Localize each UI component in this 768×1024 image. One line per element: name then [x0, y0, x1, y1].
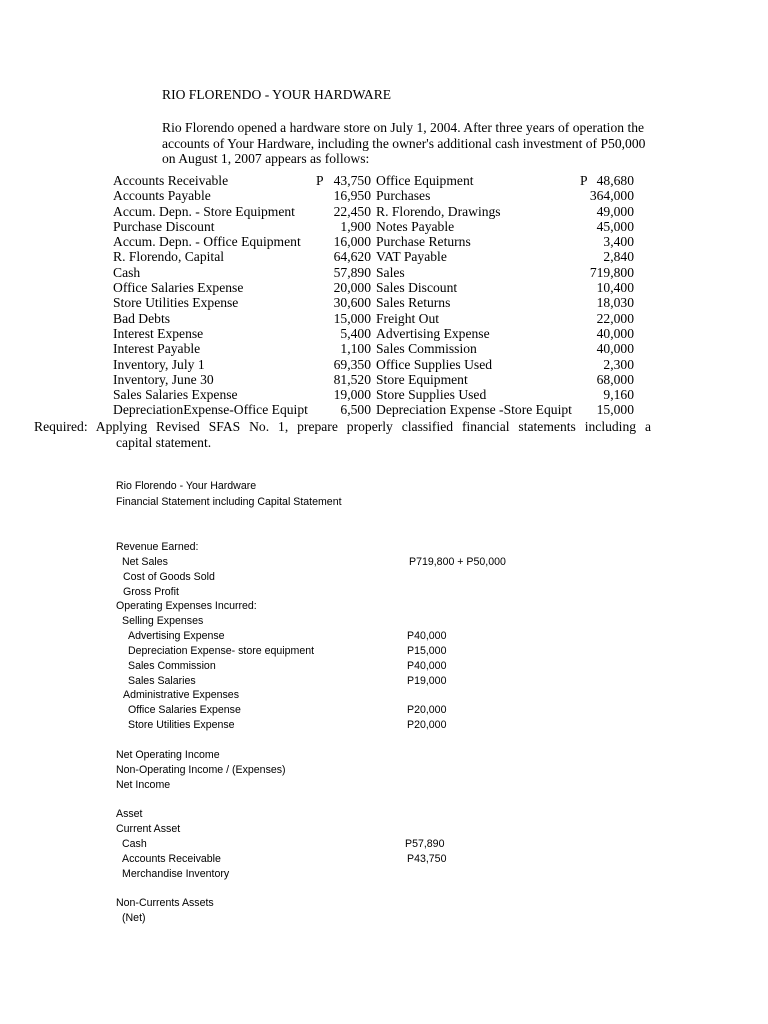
ledger-right-amount: 15,000: [596, 402, 634, 418]
ledger-left-amount: 69,350: [333, 356, 371, 372]
ledger-left-account: Office Salaries Expense: [113, 280, 244, 296]
worksheet-row-label: Office Salaries Expense: [128, 704, 241, 717]
ledger-right-account: Sales Commission: [376, 341, 477, 357]
worksheet-title: Rio Florendo - Your Hardware: [116, 480, 257, 492]
ledger-right-account: Office Supplies Used: [376, 356, 493, 372]
ledger-left-account: Accounts Payable: [113, 188, 211, 204]
ledger-left-amount: 16,950: [333, 188, 371, 204]
ledger-right-amount: 45,000: [596, 218, 634, 234]
ledger-right-account: Sales Returns: [376, 295, 451, 311]
ledger-row: [0, 357, 768, 372]
ledger-right-account: Depreciation Expense -Store Equipt: [376, 402, 572, 418]
worksheet-row-label: Administrative Expenses: [123, 689, 239, 702]
ledger-left-amount: 22,450: [333, 203, 371, 219]
ledger-left-amount: 15,000: [333, 310, 371, 326]
worksheet-row: [0, 555, 768, 570]
ledger-row: [0, 372, 768, 387]
ledger-right-amount: 9,160: [603, 387, 634, 403]
ledger-row: [0, 280, 768, 295]
ledger-left-amount: 20,000: [333, 280, 371, 296]
ledger-left-amount: 57,890: [333, 264, 371, 280]
ledger-left-account: Store Utilities Expense: [113, 295, 239, 311]
ledger-right-amount: 18,030: [596, 295, 634, 311]
ledger-left-account: Accum. Depn. - Store Equipment: [113, 203, 295, 219]
worksheet-row: [0, 718, 768, 733]
worksheet-row: [0, 688, 768, 703]
ledger-right-amount: 40,000: [596, 341, 634, 357]
worksheet-body: [0, 540, 768, 926]
worksheet-row-label: Depreciation Expense- store equipment: [128, 644, 315, 657]
ledger-right-account: Store Equipment: [376, 371, 468, 387]
ledger-left-account: Interest Payable: [113, 341, 201, 357]
worksheet-row-label: Net Income: [116, 778, 171, 791]
ledger-left-amount: 1,100: [340, 341, 371, 357]
worksheet-row-label: Net Sales: [122, 555, 168, 568]
ledger-right-account: Advertising Expense: [376, 325, 490, 341]
ledger-right-amount: 2,300: [603, 356, 634, 372]
required-instructions: [34, 419, 651, 450]
worksheet-row-label: Accounts Receivable: [122, 852, 221, 865]
ledger-right-amount: 364,000: [589, 188, 634, 204]
ledger-right-account: VAT Payable: [376, 249, 447, 265]
worksheet-row: [0, 911, 768, 926]
ledger-right-account: Sales Discount: [376, 280, 458, 296]
ledger-left-account: R. Florendo, Capital: [113, 249, 225, 265]
worksheet-row: [0, 792, 768, 807]
worksheet-row: [0, 763, 768, 778]
worksheet-row-value: P20,000: [407, 704, 447, 717]
worksheet-row-label: Cost of Goods Sold: [123, 570, 215, 583]
worksheet-row-label: Cash: [122, 837, 147, 850]
ledger-left-amount: 19,000: [333, 387, 371, 403]
worksheet-row: [0, 674, 768, 689]
ledger-row: [0, 295, 768, 310]
ledger-right-account: Purchase Returns: [376, 234, 471, 250]
ledger-left-account: Bad Debts: [113, 310, 171, 326]
ledger-left-amount: 30,600: [333, 295, 371, 311]
problem-intro: Rio Florendo opened a hardware store on July 1, 2004. After three years of operation the accounts of Your Hardware, including the owner's additional cash investment of P50,000 on August 1, 2007 appears as follows:: [162, 120, 646, 166]
worksheet-row-value: P719,800 + P50,000: [409, 555, 506, 568]
ledger-row: [0, 188, 768, 203]
worksheet-row-label: Selling Expenses: [122, 615, 204, 628]
worksheet-row: [0, 778, 768, 793]
worksheet-row-label: Asset: [116, 808, 143, 821]
worksheet-row: [0, 852, 768, 867]
worksheet-row-label: Current Asset: [116, 823, 181, 836]
ledger-left-account: DepreciationExpense-Office Equipt: [113, 402, 308, 418]
worksheet-row-value: P40,000: [407, 630, 447, 643]
ledger-right-amount: 22,000: [596, 310, 634, 326]
worksheet-row-label: Sales Salaries: [128, 674, 196, 687]
ledger-right-amount: 49,000: [596, 203, 634, 219]
problem-title: RIO FLORENDO - YOUR HARDWARE: [162, 87, 392, 102]
worksheet-row-label: Sales Commission: [128, 659, 216, 672]
worksheet-subtitle: Financial Statement including Capital Statement: [116, 496, 342, 508]
worksheet-row-value: P40,000: [407, 659, 447, 672]
ledger-row: [0, 249, 768, 264]
ledger-right-amount: 719,800: [589, 264, 634, 280]
worksheet-row: [0, 837, 768, 852]
worksheet-row: [0, 733, 768, 748]
worksheet-row-label: Net Operating Income: [116, 748, 220, 761]
worksheet-row-value: P19,000: [407, 674, 447, 687]
ledger-right-account: Office Equipment: [376, 173, 474, 188]
ledger-left-amount: 16,000: [333, 234, 371, 250]
ledger-left-amount: 81,520: [333, 371, 371, 387]
ledger-left-account: Inventory, July 1: [113, 356, 205, 372]
ledger-row: [0, 387, 768, 402]
ledger-left-account: Cash: [113, 264, 141, 280]
ledger-row: [0, 326, 768, 341]
ledger-table: [0, 173, 768, 418]
worksheet-row: [0, 867, 768, 882]
ledger-right-amount: 48,680: [596, 173, 634, 188]
currency-prefix-left: P: [316, 173, 324, 188]
worksheet-row: [0, 703, 768, 718]
ledger-right-account: Purchases: [376, 188, 431, 204]
required-line-2: capital statement.: [116, 434, 212, 450]
ledger-row: [0, 402, 768, 417]
ledger-left-account: Inventory, June 30: [113, 371, 214, 387]
ledger-right-account: Store Supplies Used: [376, 387, 487, 403]
ledger-left-amount: 43,750: [333, 173, 371, 188]
worksheet-row-label: Operating Expenses Incurred:: [116, 600, 257, 613]
ledger-row: [0, 341, 768, 356]
worksheet-row: [0, 540, 768, 555]
worksheet-row-label: Non-Operating Income / (Expenses): [116, 763, 286, 776]
ledger-left-amount: 1,900: [340, 218, 371, 234]
ledger-left-account: Purchase Discount: [113, 218, 215, 234]
ledger-right-amount: 68,000: [596, 371, 634, 387]
worksheet-row: [0, 881, 768, 896]
worksheet-row: [0, 614, 768, 629]
worksheet-row: [0, 896, 768, 911]
ledger-right-account: Sales: [376, 264, 405, 280]
worksheet-row-label: Revenue Earned:: [116, 541, 199, 553]
worksheet-row-label: Merchandise Inventory: [122, 867, 230, 880]
ledger-row: [0, 204, 768, 219]
worksheet-row: [0, 748, 768, 763]
ledger-row: [0, 234, 768, 249]
worksheet-row-label: (Net): [122, 912, 146, 925]
worksheet-row: [0, 629, 768, 644]
worksheet-row: [0, 599, 768, 614]
ledger-left-account: Interest Expense: [113, 325, 204, 341]
worksheet-row-value: P20,000: [407, 719, 447, 732]
ledger-row: [0, 265, 768, 280]
worksheet-row-label: Gross Profit: [123, 585, 179, 598]
ledger-row: [0, 311, 768, 326]
ledger-left-account: Accounts Receivable: [113, 173, 229, 188]
worksheet-row-label: Store Utilities Expense: [128, 719, 235, 732]
worksheet-row-value: P15,000: [407, 644, 447, 657]
ledger-left-amount: 6,500: [340, 402, 371, 418]
worksheet-row: [0, 570, 768, 585]
ledger-right-amount: 3,400: [603, 234, 634, 250]
worksheet-row: [0, 822, 768, 837]
worksheet-row: [0, 644, 768, 659]
worksheet-row: [0, 585, 768, 600]
worksheet-row-label: Advertising Expense: [128, 630, 225, 643]
ledger-right-account: R. Florendo, Drawings: [376, 203, 501, 219]
required-line-1: Required: Applying Revised SFAS No. 1, prepare properly classified financial statements including a: [34, 419, 651, 434]
ledger-right-account: Freight Out: [376, 310, 440, 326]
ledger-right-amount: 2,840: [603, 249, 634, 265]
ledger-left-amount: 5,400: [340, 325, 371, 341]
ledger-right-amount: 10,400: [596, 280, 634, 296]
worksheet-row: [0, 807, 768, 822]
worksheet-row-label: Non-Currents Assets: [116, 897, 214, 910]
ledger-left-account: Sales Salaries Expense: [113, 387, 238, 403]
ledger-right-amount: 40,000: [596, 325, 634, 341]
ledger-left-account: Accum. Depn. - Office Equipment: [113, 234, 301, 250]
ledger-left-amount: 64,620: [333, 249, 371, 265]
ledger-right-account: Notes Payable: [376, 218, 455, 234]
currency-prefix-right: P: [580, 173, 588, 188]
ledger-row: [0, 219, 768, 234]
worksheet-row-value: P57,890: [405, 837, 445, 850]
worksheet-row-value: P43,750: [407, 852, 447, 865]
ledger-row: [0, 173, 768, 188]
worksheet-row: [0, 659, 768, 674]
